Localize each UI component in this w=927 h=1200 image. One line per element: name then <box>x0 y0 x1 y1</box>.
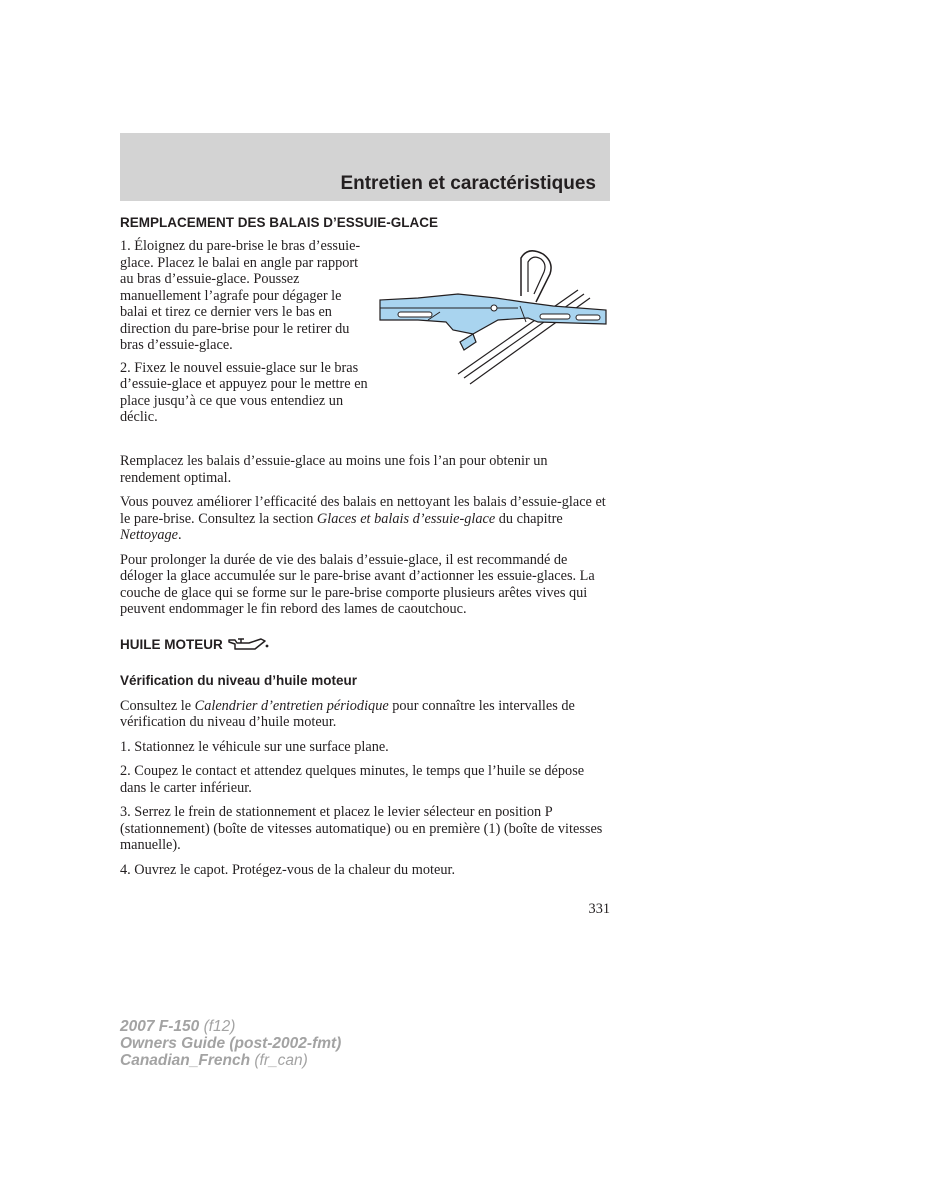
oil-intro: Consultez le Calendrier d’entretien périodique pour connaître les intervalles de vérification du niveau d’huile moteur. <box>120 697 575 730</box>
wiper-step-1: 1. Éloignez du pare-brise le bras d’essuie-glace. Placez le balai en angle par rapport au bras d’essuie-glace. Poussez manuellement l’agrafe pour dégager le balai et tirez ce dernier vers le bas en direction du pare-brise pour le retirer du bras d’essuie-glace. <box>120 238 361 353</box>
wiper-blade-illustration <box>378 238 610 388</box>
schedule-ref-italic: Calendrier d’entretien périodique <box>194 697 389 714</box>
footer-doc-info: 2007 F-150 (f12) Owners Guide (post-2002-fmt) Canadian_French (fr_can) <box>120 1018 342 1069</box>
wiper-para-2: Vous pouvez améliorer l’efficacité des balais en nettoyant les balais d’essuie-glace et le pare-brise. Consultez la section Glaces et balais d’essuie-glace du chapitre Nettoyage. <box>120 494 606 543</box>
wiper-step-2: 2. Fixez le nouvel essuie-glace sur le bras d’essuie-glace et appuyez pour le mettre en place jusqu’à ce que vous entendiez un déclic. <box>120 359 368 425</box>
page-number: 331 <box>588 901 610 917</box>
chapter-ref-italic: Nettoyage <box>120 527 178 543</box>
header-band <box>120 133 610 201</box>
wiper-section-heading: REMPLACEMENT DES BALAIS D’ESSUIE-GLACE <box>120 215 439 230</box>
oil-section-heading: HUILE MOTEUR <box>120 636 610 654</box>
oil-subheading: Vérification du niveau d’huile moteur <box>120 672 358 688</box>
page-content <box>120 214 610 878</box>
page-title: Entretien et caractéristiques <box>340 173 596 194</box>
oil-step-2: 2. Coupez le contact et attendez quelques minutes, le temps que l’huile se dépose dans le carter inférieur. <box>120 763 585 796</box>
oil-can-icon <box>227 636 269 651</box>
oil-step-3: 3. Serrez le frein de stationnement et placez le levier sélecteur en position P (stationnement) (boîte de vitesses automatique) ou en première (1) (boîte de vitesses manuelle). <box>120 804 603 853</box>
wiper-steps-with-figure <box>120 238 610 445</box>
oil-step-4: 4. Ouvrez le capot. Protégez-vous de la chaleur du moteur. <box>120 861 456 878</box>
oil-step-1: 1. Stationnez le véhicule sur une surface plane. <box>120 738 389 755</box>
cross-ref-italic: Glaces et balais d’essuie-glace <box>316 510 496 527</box>
wiper-para-1: Remplacez les balais d’essuie-glace au moins une fois l’an pour obtenir un rendement optimal. <box>120 453 548 486</box>
wiper-para-3: Pour prolonger la durée de vie des balais d’essuie-glace, il est recommandé de déloger la glace accumulée sur le pare-brise avant d’actionner les essuie-glaces. La couche de glace qui se forme sur le pare-brise comporte plusieurs arêtes vives qui peuvent endommager le fin rebord des lames de caoutchouc. <box>120 551 595 617</box>
